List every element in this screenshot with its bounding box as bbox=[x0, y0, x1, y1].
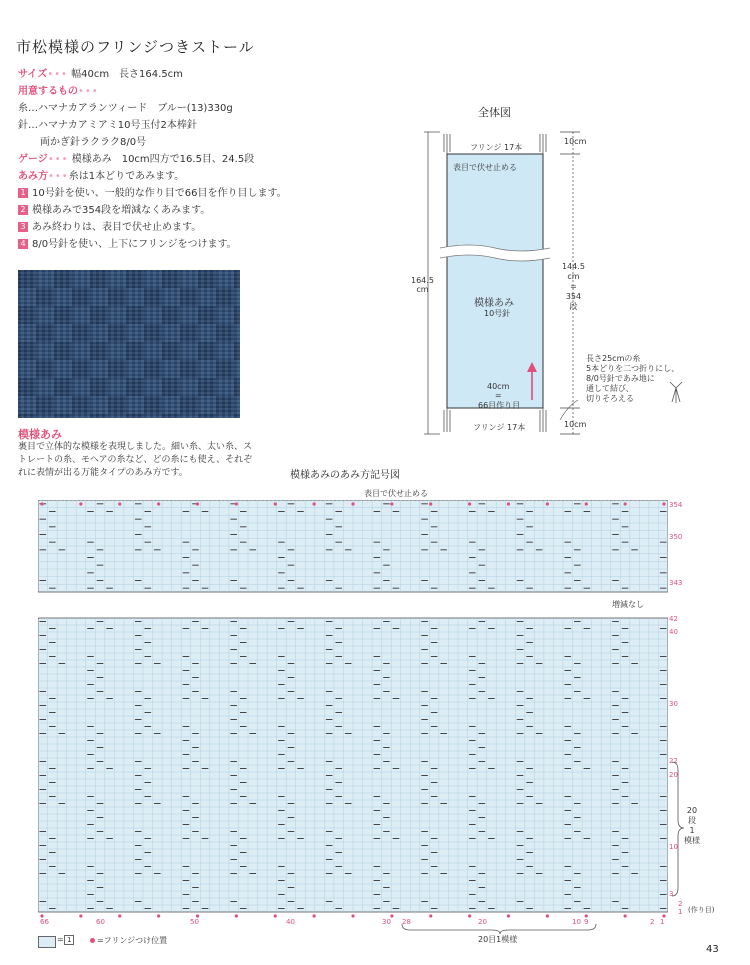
fringe-bottom-label: フリンジ 17本 bbox=[473, 423, 526, 432]
knit-legend-swatch bbox=[38, 936, 56, 948]
col-label: 30 bbox=[382, 918, 391, 926]
fringe-position-dot bbox=[468, 502, 471, 505]
legend-one: 1 bbox=[64, 935, 74, 945]
fringe-position-dot bbox=[274, 914, 277, 917]
note-line: 5本どりを二つ折りにし、 bbox=[586, 364, 680, 373]
pattern-caption: 模様あみ bbox=[18, 428, 62, 441]
step-number: 3 bbox=[18, 222, 28, 232]
diagram-title: 全体図 bbox=[478, 106, 511, 119]
col-label: 20 bbox=[478, 918, 487, 926]
col-label: 2 bbox=[650, 918, 655, 926]
step-number: 2 bbox=[18, 205, 28, 215]
width-equals: = bbox=[494, 391, 502, 400]
fringe-position-dot bbox=[585, 502, 588, 505]
width-label bbox=[487, 382, 509, 400]
fringe-position-dot bbox=[662, 502, 665, 505]
repeat-rows-pattern: 模様 bbox=[684, 836, 700, 845]
materials-block bbox=[18, 66, 318, 253]
legend-fringe-label: =フリンジつけ位置 bbox=[97, 936, 168, 945]
repeat-rows-count: 1 bbox=[689, 826, 695, 835]
fringe-position-dot bbox=[351, 914, 354, 917]
fringe-position-dot bbox=[118, 914, 121, 917]
row-label: 354 bbox=[669, 501, 683, 509]
col-label: 9 bbox=[584, 918, 589, 926]
step-4 bbox=[18, 236, 318, 253]
repeat-rows-value: 20 bbox=[686, 806, 698, 815]
fringe-dot-icon bbox=[90, 938, 95, 943]
needles-line: 針…ハマナカアミアミ10号玉付2本棒針 bbox=[18, 120, 197, 131]
step-text: 8/0号針を使い、上下にフリンジをつけます。 bbox=[32, 239, 237, 250]
fringe-position-dot bbox=[351, 502, 354, 505]
page-title: 市松模様のフリンジつきストール bbox=[16, 38, 255, 56]
fringe-position-dot bbox=[507, 502, 510, 505]
row-label: 40 bbox=[669, 628, 678, 636]
total-unit: cm bbox=[416, 285, 429, 294]
gauge-label: ゲージ bbox=[18, 154, 48, 165]
dots-icon: ••• bbox=[47, 154, 69, 165]
gap-note: 増減なし bbox=[612, 600, 644, 609]
method-label: あみ方 bbox=[18, 171, 48, 182]
fringe-position-dot bbox=[79, 502, 82, 505]
step-text: 10号針を使い、一般的な作り目で66目を作り目します。 bbox=[32, 188, 287, 199]
page-number: 43 bbox=[706, 944, 719, 955]
row-label: 42 bbox=[669, 615, 678, 623]
yarn-line: 糸…ハマナカアランツィード ブルー(13)330g bbox=[18, 103, 233, 114]
col-label: 50 bbox=[190, 918, 199, 926]
dots-icon: ••• bbox=[48, 171, 69, 182]
bottom-length-label: 10cm bbox=[564, 420, 587, 429]
size-line bbox=[18, 66, 318, 83]
mid-rows-unit: 段 bbox=[569, 302, 578, 311]
row-label: 22 bbox=[669, 757, 678, 765]
legend-equals: = bbox=[57, 935, 64, 944]
cast-on-label: 66目作り目 bbox=[478, 401, 521, 410]
fringe-position-dot bbox=[624, 914, 627, 917]
col-label: 60 bbox=[96, 918, 105, 926]
dots-icon: ••• bbox=[78, 86, 99, 97]
fringe-note bbox=[586, 354, 679, 404]
note-line: 長さ25cmの糸 bbox=[586, 354, 641, 363]
col-label: 40 bbox=[286, 918, 295, 926]
gauge-line bbox=[18, 151, 318, 168]
needs-label: 用意するもの bbox=[18, 86, 78, 97]
gauge-text: 模様あみ 10cm四方で16.5目、24.5段 bbox=[71, 154, 255, 165]
needle-label: 10号針 bbox=[484, 309, 511, 318]
method-line bbox=[18, 168, 318, 185]
cast-on-row-label: (作り目) bbox=[688, 906, 715, 914]
mid-unit: cm bbox=[567, 272, 580, 281]
pattern-description: 裏目で立体的な模様を表現しました。細い糸、太い糸、ストレートの糸、モヘアの糸など、どの糸にも使え、それぞれに表情が出る万能タイプのあみ方です。 bbox=[18, 442, 253, 478]
fringe-position-dot bbox=[390, 502, 393, 505]
fringe-position-dot bbox=[313, 914, 316, 917]
row-label: 10 bbox=[669, 843, 678, 851]
fringe-position-dot bbox=[313, 502, 316, 505]
fringe-position-dot bbox=[274, 502, 277, 505]
col-label: 1 bbox=[660, 918, 665, 926]
chart-title: 模様あみのあみ方記号図 bbox=[290, 470, 400, 481]
fringe-position-dot bbox=[157, 914, 160, 917]
fringe-position-dot bbox=[40, 502, 43, 505]
step-number: 1 bbox=[18, 188, 28, 198]
step-3 bbox=[18, 219, 318, 236]
row-label: 30 bbox=[669, 700, 678, 708]
fringe-position-dot bbox=[79, 914, 82, 917]
stitch-chart bbox=[38, 500, 668, 920]
fringe-position-dot bbox=[507, 914, 510, 917]
mid-value: 144.5 bbox=[562, 262, 585, 271]
note-line: 切りそろえる bbox=[586, 394, 634, 403]
chart-top-note: 表目で伏せ止める bbox=[364, 489, 428, 498]
needs-line bbox=[18, 83, 318, 100]
repeat-stitches-label: 20目1模様 bbox=[478, 935, 518, 944]
fringe-position-dot bbox=[429, 502, 432, 505]
crochet-line: 両かぎ針ラクラク8/0号 bbox=[40, 137, 147, 148]
size-label: サイズ bbox=[18, 69, 48, 80]
fringe-position-dot bbox=[429, 914, 432, 917]
fringe-position-dot bbox=[546, 502, 549, 505]
method-text: 糸は1本どりであみます。 bbox=[68, 171, 185, 182]
mid-equals: = bbox=[570, 282, 577, 291]
fringe-position-dot bbox=[235, 502, 238, 505]
total-length-label bbox=[411, 276, 434, 294]
repeat-rows-label bbox=[684, 806, 700, 846]
row-label: 20 bbox=[669, 771, 678, 779]
fringe-position-dot bbox=[196, 502, 199, 505]
fringe-position-dot bbox=[546, 914, 549, 917]
note-line: 通して結び、 bbox=[586, 384, 634, 393]
note-line: 8/0号針であみ地に bbox=[586, 374, 655, 383]
fringe-position-dot bbox=[624, 502, 627, 505]
fringe-position-dot bbox=[468, 914, 471, 917]
top-length-label: 10cm bbox=[564, 137, 587, 146]
fringe-position-dot bbox=[235, 914, 238, 917]
row-label: 1 bbox=[678, 908, 683, 916]
col-label: 66 bbox=[40, 918, 49, 926]
bind-off-label: 表目で伏せ止める bbox=[453, 163, 517, 172]
size-text: 幅40cm 長さ164.5cm bbox=[71, 69, 183, 80]
fringe-top-label: フリンジ 17本 bbox=[470, 143, 523, 152]
repeat-rows-unit: 段 bbox=[688, 816, 696, 825]
step-number: 4 bbox=[18, 239, 28, 249]
step-text: あみ終わりは、表目で伏せ止めます。 bbox=[32, 222, 202, 233]
row-label: 343 bbox=[669, 579, 683, 587]
step-text: 模様あみで354段を増減なくあみます。 bbox=[32, 205, 211, 216]
width-value: 40cm bbox=[487, 382, 510, 391]
body-label: 模様あみ bbox=[474, 298, 514, 309]
total-value: 164.5 bbox=[411, 276, 434, 285]
step-2 bbox=[18, 202, 318, 219]
col-label: 28 bbox=[402, 918, 411, 926]
row-label: 350 bbox=[669, 533, 683, 541]
knit-swatch-photo bbox=[18, 270, 240, 418]
col-label: 10 bbox=[572, 918, 581, 926]
row-label: 3 bbox=[669, 890, 674, 898]
row-label: 2 bbox=[678, 900, 683, 908]
fringe-position-dot bbox=[118, 502, 121, 505]
fringe-position-dot bbox=[157, 502, 160, 505]
dots-icon: ••• bbox=[47, 69, 68, 80]
step-1 bbox=[18, 185, 318, 202]
mid-length-label bbox=[562, 262, 585, 312]
mid-rows: 354 bbox=[565, 292, 582, 301]
